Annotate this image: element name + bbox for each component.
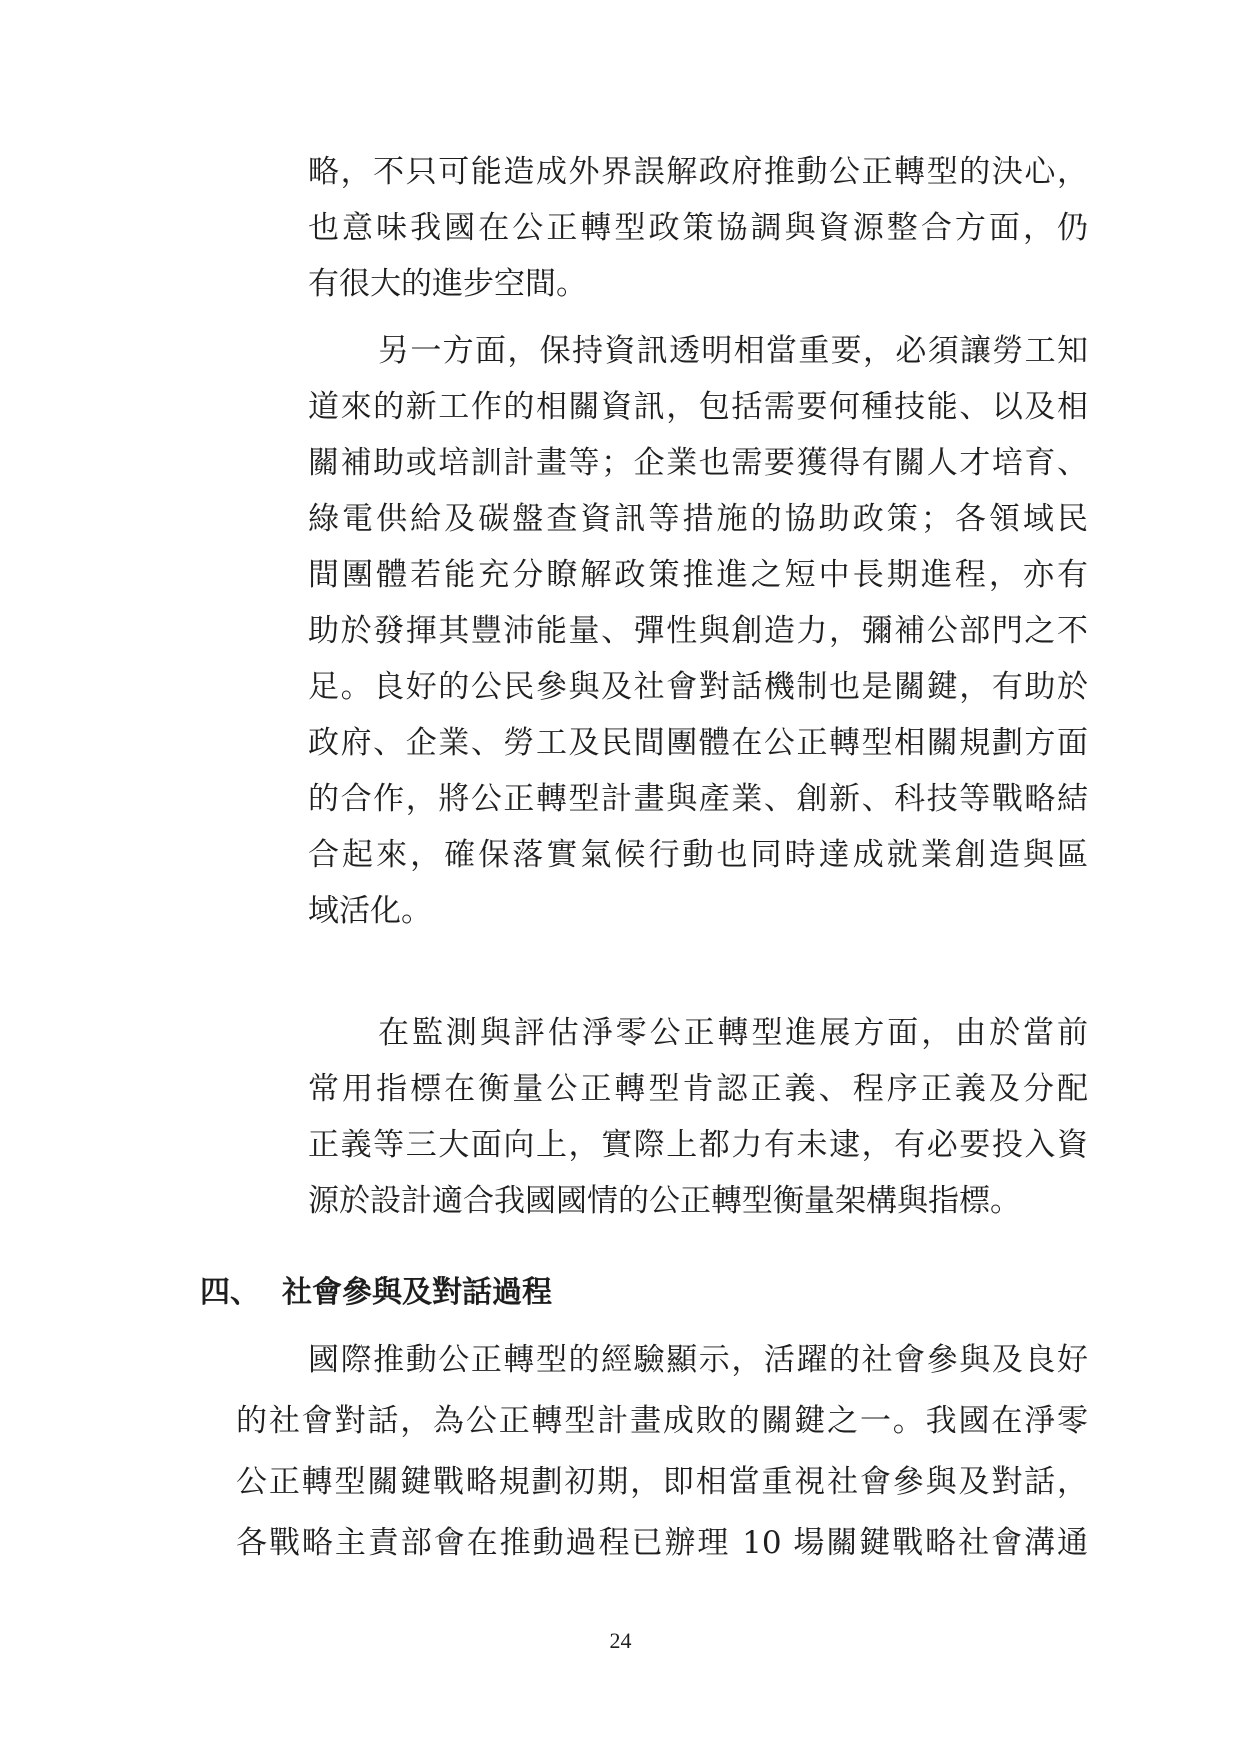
paragraph-line: 的社會對話，為公正轉型計畫成敗的關鍵之一。我國在淨零 <box>236 1403 1088 1439</box>
paragraph-line: 國際推動公正轉型的經驗顯示，活躍的社會參與及良好 <box>308 1342 1088 1378</box>
paragraph-line: 足。良好的公民參與及社會對話機制也是關鍵，有助於 <box>308 669 1088 705</box>
paragraph-line: 正義等三大面向上，實際上都力有未逮，有必要投入資 <box>308 1127 1088 1163</box>
paragraph-line: 間團體若能充分瞭解政策推進之短中長期進程，亦有 <box>308 557 1088 593</box>
paragraph-line: 常用指標在衡量公正轉型肯認正義、程序正義及分配 <box>308 1071 1088 1107</box>
paragraph-line: 政府、企業、勞工及民間團體在公正轉型相關規劃方面 <box>308 725 1088 761</box>
paragraph-line: 關補助或培訓計畫等；企業也需要獲得有關人才培育、 <box>308 445 1088 481</box>
section-title: 社會參與及對話過程 <box>282 1275 552 1310</box>
page-number: 24 <box>609 1628 632 1653</box>
section-heading <box>200 1273 552 1313</box>
paragraph-line: 助於發揮其豐沛能量、彈性與創造力，彌補公部門之不 <box>308 613 1088 649</box>
paragraph-line: 略，不只可能造成外界誤解政府推動公正轉型的決心， <box>308 154 1088 190</box>
paragraph-line: 公正轉型關鍵戰略規劃初期，即相當重視社會參與及對話， <box>236 1464 1088 1500</box>
paragraph-line: 的合作，將公正轉型計畫與產業、創新、科技等戰略結 <box>308 781 1088 817</box>
paragraph-line: 域活化。 <box>308 893 432 929</box>
paragraph-line: 各戰略主責部會在推動過程已辦理 10 場關鍵戰略社會溝通 <box>236 1525 1088 1561</box>
paragraph-line: 道來的新工作的相關資訊，包括需要何種技能、以及相 <box>308 389 1088 425</box>
paragraph-line: 源於設計適合我國國情的公正轉型衡量架構與指標。 <box>308 1183 1021 1219</box>
paragraph-line: 也意味我國在公正轉型政策協調與資源整合方面，仍 <box>308 210 1088 246</box>
paragraph-line: 另一方面，保持資訊透明相當重要，必須讓勞工知 <box>378 333 1088 369</box>
paragraph-line: 有很大的進步空間。 <box>308 266 587 302</box>
paragraph-line: 合起來，確保落實氣候行動也同時達成就業創造與區 <box>308 837 1088 873</box>
paragraph-line: 在監測與評估淨零公正轉型進展方面，由於當前 <box>378 1015 1088 1051</box>
section-number: 四、 <box>200 1275 260 1310</box>
paragraph-line: 綠電供給及碳盤查資訊等措施的協助政策；各領域民 <box>308 501 1088 537</box>
